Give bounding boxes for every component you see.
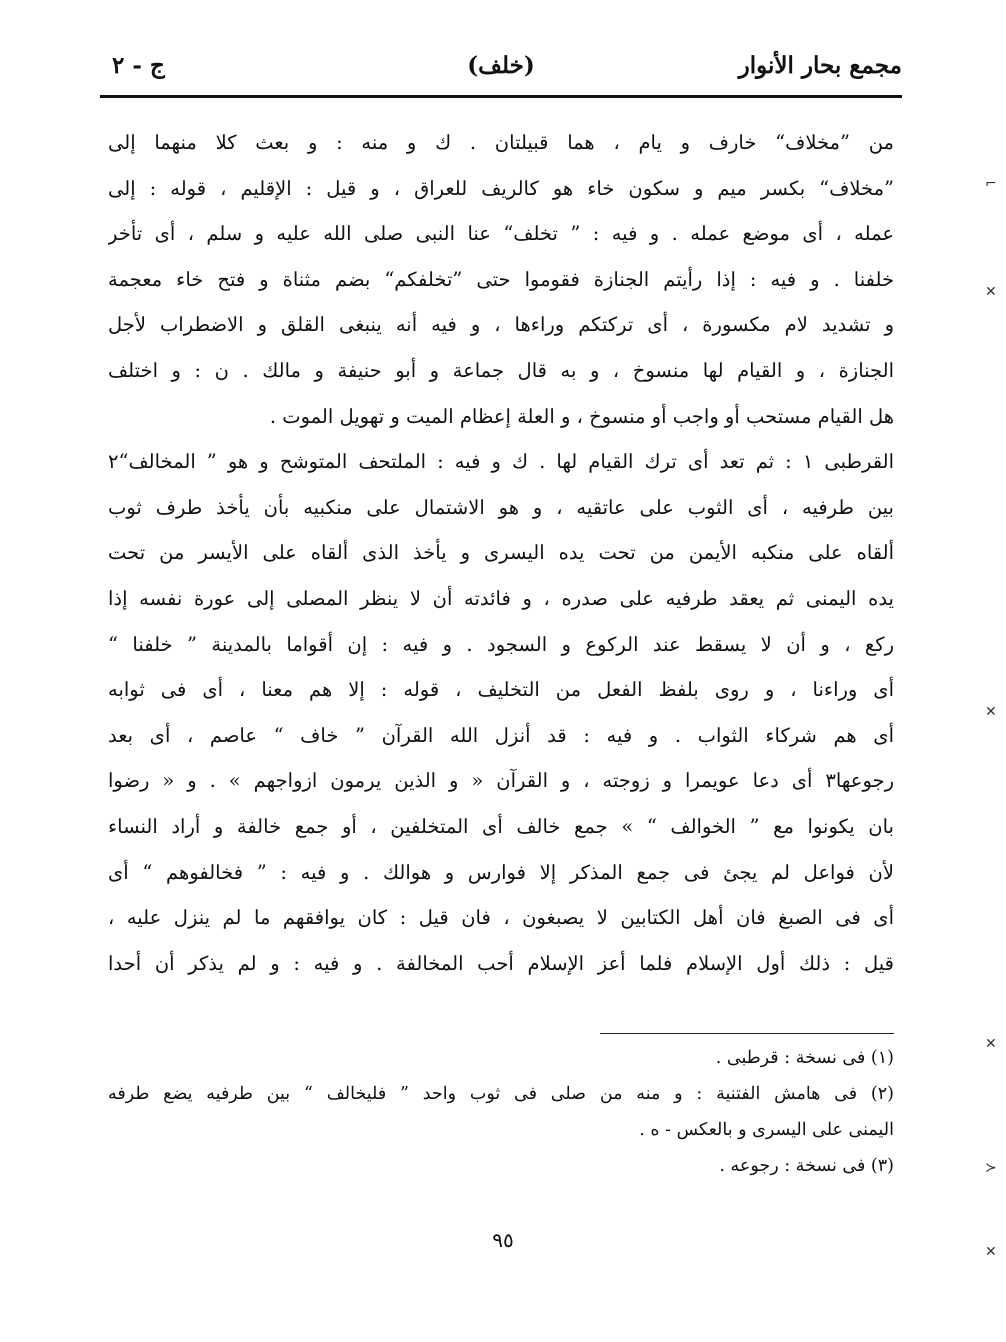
text-line: عمله ، أى موضع عمله . و فيه : ” تخلف“ عنا النبى صلى الله عليه و سلم ، أى تأخر bbox=[108, 222, 894, 246]
footnote-divider bbox=[600, 1033, 894, 1034]
margin-mark-icon: ✕ bbox=[985, 704, 997, 720]
text-line: ”مخلاف“ بكسر ميم و سكون خاء هو كالريف للعراق ، و قيل : الإقليم ، قوله : إلى bbox=[108, 176, 894, 200]
footnotes bbox=[108, 1040, 894, 1184]
text-line: قيل : ذلك أول الإسلام فلما أعز الإسلام أحب المخالفة . و فيه : و لم يذكر أن أحدا bbox=[108, 951, 894, 975]
text-line: ركع ، و أن لا يسقط عند الركوع و السجود . و فيه : إن أقواما بالمدينة ” خلفنا “ bbox=[108, 632, 894, 656]
text-line: و تشديد لام مكسورة ، أى تركتكم وراءها ، و فيه أنه ينبغى القلق و الاضطراب لأجل bbox=[108, 313, 894, 337]
entry-word: (خلف) bbox=[467, 52, 535, 79]
page-header bbox=[100, 44, 902, 96]
volume-number: ج - ٢ bbox=[112, 52, 165, 79]
margin-mark-icon: ≻ bbox=[985, 1160, 997, 1176]
text-line: بين طرفيه ، أى الثوب على عاتقيه ، و هو الاشتمال على منكبيه بأن يأخذ طرف ثوب bbox=[108, 495, 894, 519]
margin-mark-icon: ⌐ bbox=[985, 176, 997, 192]
text-line: من ”مخلاف“ خارف و يام ، هما قبيلتان . ك و منه : و بعث كلا منهما إلى bbox=[108, 131, 894, 154]
text-line: بان يكونوا مع ” الخوالف “ » جمع خالف أى المتخلفين ، أو جمع خالفة و أراد النساء bbox=[108, 814, 894, 838]
text-line: القرطبى ١ : ثم تعد أى ترك القيام لها . ك و فيه : الملتحف المتوشح و هو ” المخالف“٢ bbox=[108, 450, 894, 474]
text-line: لأن فواعل لم يجئ فى جمع المذكر إلا فوارس و هوالك . و فيه : ” فخالفوهم “ أى bbox=[108, 860, 894, 884]
header-divider bbox=[100, 95, 902, 98]
text-line: خلفنا . و فيه : إذا رأيتم الجنازة فقوموا حتى ”تخلفكم“ بضم مثناة و فتح خاء معجمة bbox=[108, 267, 894, 291]
footnote: (٢) فى هامش الفتنية : و منه من صلى فى ثوب واحد ” فليخالف “ بين طرفيه يضع طرفه bbox=[108, 1084, 894, 1104]
text-line: هل القيام مستحب أو واجب أو منسوخ ، و العلة إعظام الميت و تهويل الموت . bbox=[269, 404, 894, 428]
text-line: يده اليمنى ثم يعقد طرفيه على صدره ، و فائدته أن لا ينظر المصلى إلى عورة نفسه إذا bbox=[108, 586, 894, 610]
margin-mark-icon: ✕ bbox=[985, 1036, 997, 1052]
margin-mark-icon: ✕ bbox=[985, 284, 997, 300]
footnote: (٣) فى نسخة : رجوعه . bbox=[719, 1156, 894, 1176]
main-text bbox=[108, 120, 894, 986]
text-line: أى فى الصبغ فان أهل الكتابين لا يصبغون ، فان قيل : كان يوافقهم ما لم ينزل عليه ، bbox=[108, 906, 894, 930]
footnote-continuation: اليمنى على اليسرى و بالعكس - ه . bbox=[639, 1120, 894, 1140]
text-line: الجنازة ، و القيام لها منسوخ ، و به قال جماعة و أبو حنيفة و مالك . ن : و اختلف bbox=[108, 358, 894, 382]
footnote: (١) فى نسخة : قرطبى . bbox=[715, 1048, 894, 1068]
text-line: أى وراءنا ، و روى بلفظ الفعل من التخليف ، قوله : إلا هم معنا ، أى فى ثوابه bbox=[108, 678, 894, 702]
book-title: مجمع بحار الأنوار bbox=[738, 52, 902, 79]
text-line: رجوعها٣ أى دعا عويمرا و زوجته ، و القرآن « و الذين يرمون ازواجهم » . و « رضوا bbox=[108, 769, 894, 793]
text-line: أى هم شركاء الثواب . و فيه : قد أنزل الله القرآن ” خاف “ عاصم ، أى بعد bbox=[108, 723, 894, 747]
text-line: ألقاه على منكبه الأيمن من تحت يده اليسرى و يأخذ الذى ألقاه على الأيسر من تحت bbox=[108, 541, 894, 565]
margin-mark-icon: ✕ bbox=[985, 1244, 997, 1260]
page-number: ٩٥ bbox=[492, 1228, 514, 1252]
